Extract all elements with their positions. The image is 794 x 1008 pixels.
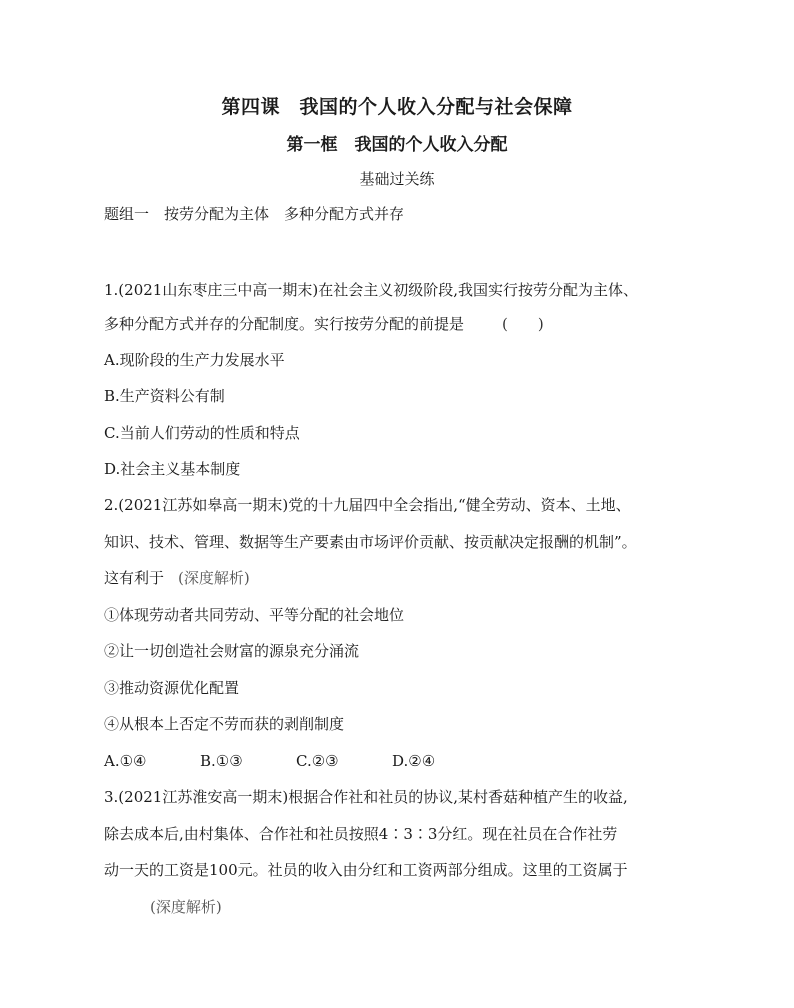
q2-analysis-note: (深度解析): [178, 569, 250, 587]
q3-stem-line3: 动一天的工资是100元。社员的收入由分红和工资两部分组成。这里的工资属于: [104, 861, 628, 879]
q2-item-2: ②让一切创造社会财富的源泉充分涌流: [104, 642, 360, 660]
q2-options-row: [104, 751, 488, 771]
q2-stem-line1: 2.(2021江苏如皋高一期末)党的十九届四中全会指出,“健全劳动、资本、土地、: [104, 496, 631, 514]
q2-item-4: ④从根本上否定不劳而获的剥削制度: [104, 715, 345, 733]
q2-item-3: ③推动资源优化配置: [104, 679, 240, 697]
q1-answer-blank: ( ): [502, 315, 544, 333]
q1-option-c: C.当前人们劳动的性质和特点: [104, 424, 300, 442]
q1-stem-line2: [104, 314, 544, 334]
q2-option-b: B.①③: [200, 752, 243, 770]
section-subtitle: 第一框 我国的个人收入分配: [286, 135, 508, 155]
q3-analysis-note: (深度解析): [150, 898, 222, 916]
q1-option-b: B.生产资料公有制: [104, 387, 225, 405]
q1-stem-text: 多种分配方式并存的分配制度。实行按劳分配的前提是: [104, 315, 465, 333]
q2-option-c: C.②③: [296, 752, 339, 770]
q1-option-a: A.现阶段的生产力发展水平: [104, 351, 285, 369]
question-group-heading: 题组一 按劳分配为主体 多种分配方式并存: [104, 205, 405, 223]
q1-stem-line1: 1.(2021山东枣庄三中高一期末)在社会主义初级阶段,我国实行按劳分配为主体、: [104, 281, 638, 299]
q2-option-a: A.①④: [104, 752, 147, 770]
q2-stem-line3: [104, 568, 250, 588]
q3-stem-line2: 除去成本后,由村集体、合作社和社员按照4∶3∶3分红。现在社员在合作社劳: [104, 825, 618, 843]
exercise-heading: 基础过关练: [359, 170, 435, 188]
lesson-title: 第四课 我国的个人收入分配与社会保障: [221, 96, 573, 118]
q1-option-d: D.社会主义基本制度: [104, 460, 241, 478]
q2-item-1: ①体现劳动者共同劳动、平等分配的社会地位: [104, 606, 405, 624]
q3-stem-line1: 3.(2021江苏淮安高一期末)根据合作社和社员的协议,某村香菇种植产生的收益,: [104, 788, 628, 806]
q2-stem-line2: 知识、技术、管理、数据等生产要素由市场评价贡献、按贡献决定报酬的机制”。: [104, 533, 637, 551]
q2-option-d: D.②④: [392, 752, 436, 770]
q2-stem-text: 这有利于: [104, 569, 165, 587]
